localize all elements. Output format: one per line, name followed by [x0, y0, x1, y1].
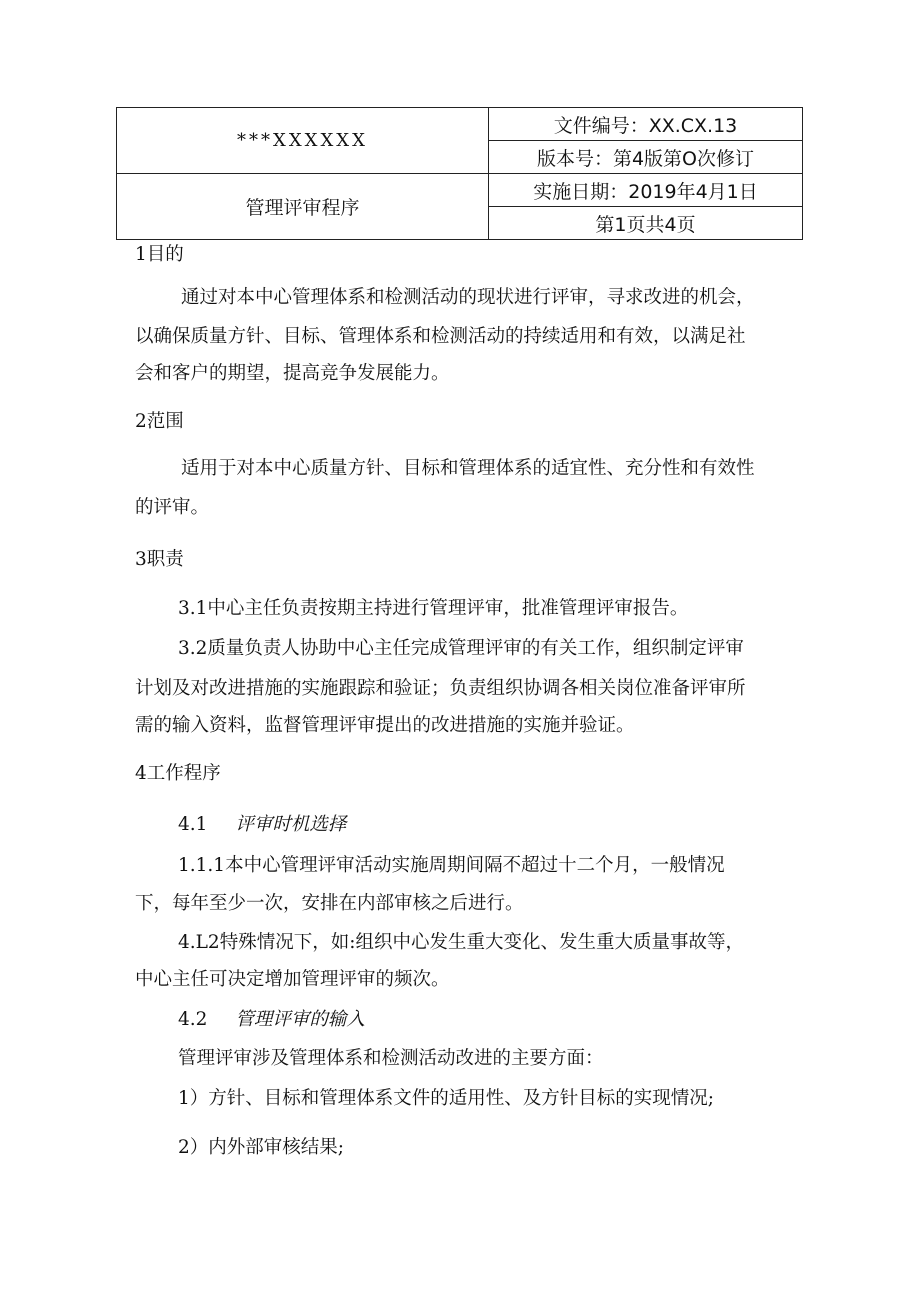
- section-3-2-text-line: 需的输入资料，监督管理评审提出的改进措施的实施并验证。: [135, 715, 635, 736]
- section-3-heading: 3职责: [135, 549, 184, 570]
- version-number: 版本号：第4版第O次修订: [489, 141, 803, 174]
- section-1-text-line: 会和客户的期望，提高竞争发展能力。: [135, 363, 450, 384]
- section-1-text-line: 通过对本中心管理体系和检测活动的现状进行评审，寻求改进的机会，: [181, 287, 755, 308]
- item-4-1-1-text-line: 下，每年至少一次，安排在内部审核之后进行。: [135, 893, 524, 914]
- item-4-1-2-text-line: 4.L2特殊情况下，如:组织中心发生重大变化、发生重大质量事故等，: [178, 932, 744, 953]
- subsection-4-2-heading: [178, 1007, 365, 1033]
- subsection-4-2-number: 4.2: [178, 1009, 208, 1030]
- section-2-text-line: 的评审。: [135, 497, 210, 518]
- item-4-1-1-text-line: 1.1.1本中心管理评审活动实施周期间隔不超过十二个月，一般情况: [178, 855, 725, 876]
- subsection-4-2-title: 管理评审的输入: [235, 1009, 365, 1030]
- section-4-heading: 4工作程序: [135, 763, 221, 784]
- input-list-item-2: 2）内外部审核结果;: [178, 1137, 345, 1158]
- section-3-2-text-line: 3.2质量负责人协助中心主任完成管理评审的有关工作，组织制定评审: [178, 638, 744, 659]
- section-2-text-line: 适用于对本中心质量方针、目标和管理体系的适宜性、充分性和有效性: [181, 458, 755, 479]
- effective-date: 实施日期：2019年4月1日: [489, 174, 803, 207]
- section-1-text-line: 以确保质量方针、目标、管理体系和检测活动的持续适用和有效，以满足社: [135, 326, 746, 347]
- document-header-table: [116, 107, 803, 240]
- section-2-heading: 2范围: [135, 411, 184, 432]
- subsection-4-2-intro: 管理评审涉及管理体系和检测活动改进的主要方面：: [178, 1048, 604, 1069]
- item-4-1-2-text-line: 中心主任可决定增加管理评审的频次。: [135, 969, 450, 990]
- subsection-4-1-heading: [178, 812, 346, 838]
- section-3-1-text: 3.1中心主任负责按期主持进行管理评审，批准管理评审报告。: [178, 598, 689, 619]
- page-indicator: 第1页共4页: [489, 207, 803, 240]
- document-title: 管理评审程序: [117, 174, 489, 240]
- file-number: 文件编号：XX.CX.13: [489, 108, 803, 141]
- section-3-2-text-line: 计划及对改进措施的实施跟踪和验证；负责组织协调各相关岗位准备评审所: [135, 678, 746, 699]
- subsection-4-1-title: 评审时机选择: [235, 814, 347, 835]
- organization-name: ***XXXXXX: [117, 108, 489, 174]
- subsection-4-1-number: 4.1: [178, 814, 208, 835]
- input-list-item-1: 1）方针、目标和管理体系文件的适用性、及方针目标的实现情况;: [178, 1088, 715, 1109]
- section-1-heading: 1目的: [135, 244, 184, 265]
